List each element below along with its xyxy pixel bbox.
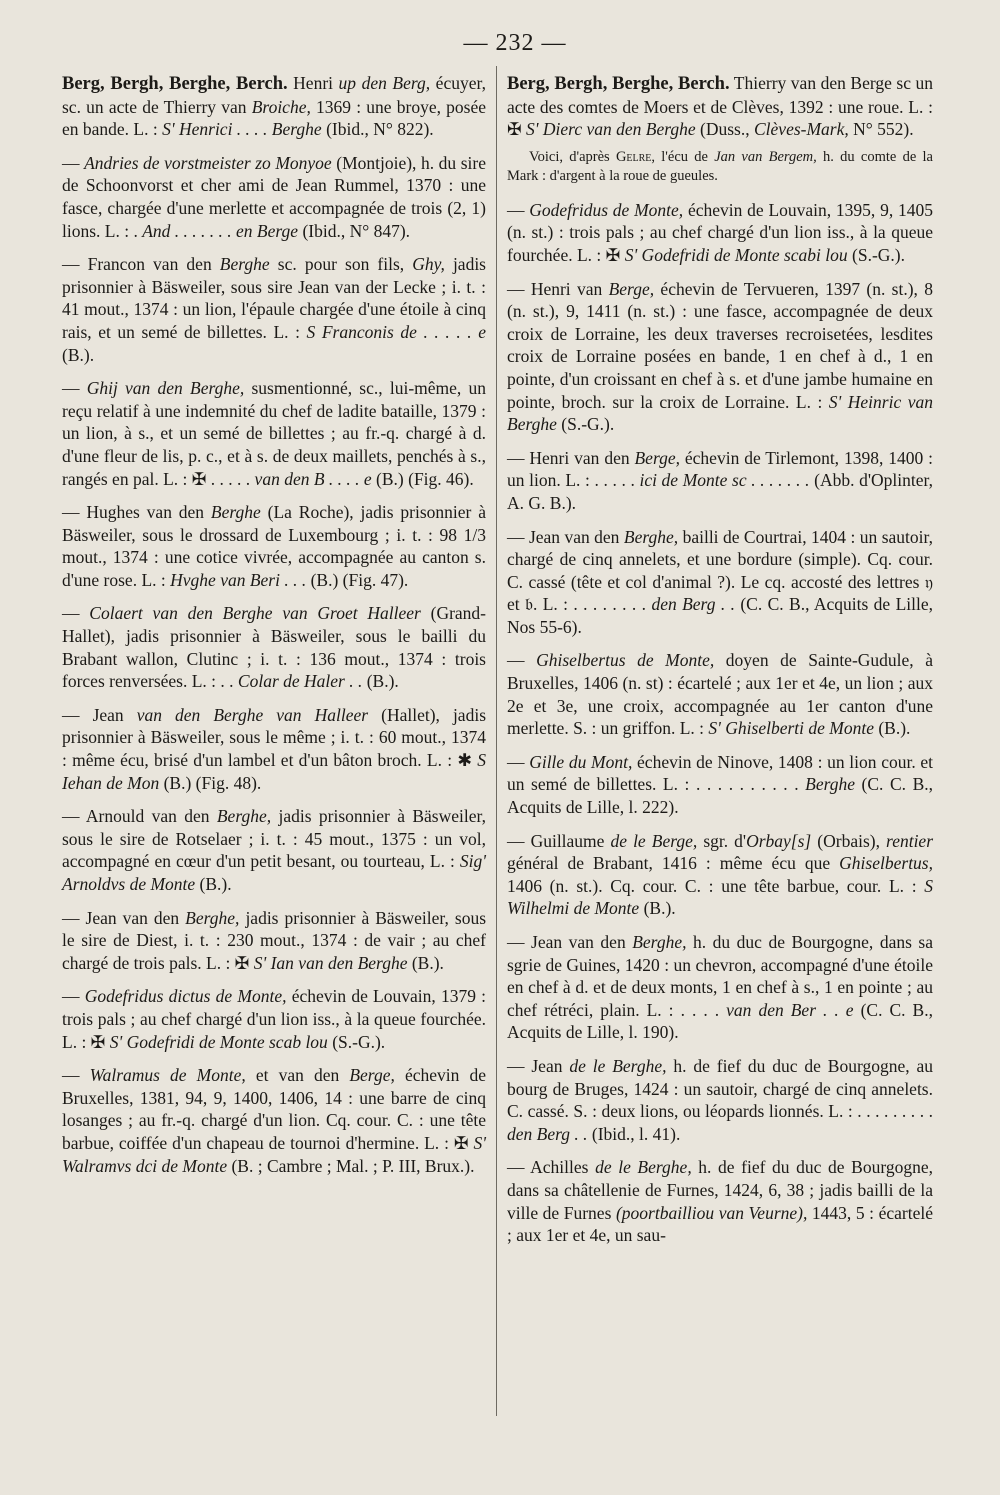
- italic-text: Godefridus dictus de Monte,: [84, 986, 287, 1007]
- entry-text: bailli de Courtrai, 1404 : un sautoir, chargé de cinq annelets, et une bordure (simple). Cq. cour. C. cassé (tête et col d'animal ?). Le cq. accosté des lettres 𝔶 et 𝔟. L. : . . . . . . . .: [507, 526, 934, 615]
- entry-text: écuyer, sc. un acte de Thierry van: [62, 73, 486, 117]
- entry-text: N° 552).: [848, 119, 914, 140]
- entry-text: —: [62, 502, 87, 523]
- entry: [507, 526, 933, 639]
- entry: [62, 602, 486, 692]
- entry-text: doyen de Sainte-Gudule, à Bruxelles, 1406 (n. st) : écartelé ; aux 1er et 4e, un lion ; aux 2e et 3e, une croix, accompagnée au 1er canton d'une merlette. S. : un griffon. L. :: [507, 650, 933, 739]
- entry: [507, 751, 933, 819]
- entry-text: —: [507, 526, 529, 547]
- entry: [62, 1064, 486, 1177]
- entry: [62, 805, 486, 895]
- entry-text: jadis prisonnier à Bäsweiler, sous le sire de Diest, i. t. : 230 mout., 1374 : de vair ; au chef chargé de trois pals. L. : ✠: [62, 907, 487, 973]
- italic-text: S' Godefridi de Monte scab lou: [109, 1031, 328, 1052]
- entry-text: échevin de Tervueren, 1397 (n. st.), 8 (n. st.), 9, 1411 (n. st.) : une fasce, accompagnée de deux croix de Lorraine, les deux traverses recroisetées, lesdites croix de Lorraine posées en bande, 1 en chef à d., 1 en pointe, d'un croissant en chef à s. et d'une jambe humaine en pointe, broch. sur la croix de Lorraine. L. :: [507, 278, 933, 412]
- entry: [507, 1156, 933, 1246]
- entry-text: (B. ; Cambre ; Mal. ; P. III, Brux.).: [227, 1155, 475, 1176]
- entry: [62, 985, 486, 1053]
- entry-text: (B.).: [873, 718, 911, 739]
- italic-text: de le Berghe,: [595, 1157, 692, 1178]
- entry-text: Gelre: [615, 148, 652, 165]
- entry-text: Thierry van den Berge sc un acte des comtes de Moers et de Clèves, 1392 : une roue. L. : ✠: [507, 73, 933, 140]
- italic-text: Clèves-Mark,: [754, 119, 849, 140]
- entry-text: (B.).: [639, 898, 676, 919]
- entry-text: (Duss.,: [695, 119, 754, 140]
- italic-text: Berghe: [210, 502, 261, 523]
- entry-text: jadis prisonnier à Bäsweiler, sous le sire de Rotselaer ; i. t. : 45 mout., 1375 : un vol, accompagné en cœur d'un petit besant, ou tourteau, L. :: [62, 806, 486, 872]
- italic-text: Godefridus de Monte,: [529, 199, 684, 220]
- italic-text: S' Ghiselberti de Monte: [708, 718, 874, 739]
- footnote: [507, 148, 933, 186]
- italic-text: S Iehan de Mon: [62, 750, 486, 793]
- italic-text: Gille du Mont,: [529, 751, 633, 772]
- entry-text: sc. pour son fils,: [269, 254, 413, 275]
- entry: [507, 278, 933, 436]
- entry-text: et van den: [245, 1065, 350, 1086]
- italic-text: Orbay[s]: [746, 830, 812, 851]
- italic-text: van den Ber . . e: [726, 999, 854, 1020]
- entry-text: (C. C. B., Acquits de Lille, l. 222).: [507, 774, 933, 818]
- entry: [62, 704, 486, 794]
- italic-text: S' Ian van den Berghe: [253, 952, 408, 973]
- italic-text: And . . . . . . . en Berge: [142, 220, 299, 241]
- entry-text: —: [507, 932, 532, 952]
- entry-heading: Berg, Bergh, Berghe, Berch.: [62, 74, 288, 94]
- entry-text: jadis prisonnier à Bäsweiler, sous sire Jean van der Lecke ; i. t. : 41 mout., 1374 : un lion, l'épaule chargée d'une étoile à cinq rais, et un semé de billettes. L. :: [62, 254, 486, 342]
- entry-text: (B.) (Fig. 48).: [159, 772, 262, 793]
- entry-text: Henri van den: [529, 447, 635, 468]
- entry-text: Jean van den: [531, 932, 633, 952]
- entry-text: échevin de Louvain, 1379 : trois pals ; au chef chargé d'un lion iss., à la queue fourchée. L. : ✠: [62, 986, 487, 1052]
- entry-text: —: [62, 806, 86, 827]
- entry-text: Jean van den: [528, 526, 624, 547]
- italic-text: Berge,: [608, 278, 655, 299]
- entry: [62, 72, 486, 141]
- entry-text: (S.-G.).: [847, 244, 905, 265]
- italic-text: Sig' Arnoldvs de Monte: [62, 851, 486, 894]
- italic-text: Broiche,: [251, 96, 311, 117]
- entry: [62, 907, 486, 975]
- column-divider: [496, 66, 497, 1416]
- entry-text: —: [507, 447, 530, 468]
- italic-text: Berghe,: [216, 806, 272, 827]
- italic-text: rentier: [886, 830, 934, 851]
- entry-text: (Ibid., l. 41).: [587, 1123, 681, 1144]
- entry-text: Jean: [531, 1055, 570, 1076]
- entry: [507, 199, 933, 267]
- entry-text: Francon van den: [87, 254, 220, 275]
- italic-text: Berghe: [219, 254, 270, 275]
- italic-text: S' Godefridi de Monte scabi lou: [624, 244, 848, 265]
- entry: [62, 377, 486, 490]
- italic-text: Ghij van den Berghe,: [86, 378, 245, 399]
- entry-heading: Berg, Bergh, Berghe, Berch.: [507, 74, 730, 94]
- entry-text: (Ibid., N° 847).: [298, 220, 411, 241]
- italic-text: Ghiselbertus,: [839, 853, 933, 874]
- page-number: — 232 —: [463, 30, 567, 56]
- italic-text: Colar de Haler . .: [237, 671, 363, 692]
- entry-text: —: [62, 986, 85, 1007]
- entry-text: h. du duc de Bourgogne, dans sa sgrie de Guines, 1420 : un chevron, accompagné d'une étoile en chef à d. et de deux monts, 1 en chef à s., 1 en pointe ; au chef rétréci, plain. L. : . . . .: [507, 932, 933, 1020]
- italic-text: van den Berghe van Halleer: [136, 704, 369, 725]
- entry-text: (B.) (Fig. 47).: [306, 569, 409, 590]
- entry-text: Voici, d'après: [529, 148, 616, 165]
- entry-text: h. du comte de la Mark : d'argent à la roue de gueules.: [507, 148, 933, 184]
- italic-text: den Berg . .: [507, 1123, 588, 1144]
- entry-text: Guillaume: [530, 830, 611, 851]
- entry-text: Jean: [92, 704, 137, 725]
- entry-text: 1443, 5 : écartelé ; aux 1er et 4e, un sau-: [507, 1202, 933, 1246]
- entry: [62, 501, 486, 591]
- entry: [507, 830, 933, 920]
- italic-text: S Wilhelmi de Monte: [507, 875, 933, 919]
- entry-text: (B.).: [407, 952, 444, 973]
- italic-text: Andries de vorstmeister zo Monyoe: [84, 152, 332, 173]
- entry-text: h. de fief du duc de Bourgogne, au bourg de Bruges, 1424 : un sautoir, chargé de cinq annelets. C. cassé. S. : deux lions, ou léopards lionnés. L. : . . . . . . . . .: [507, 1055, 933, 1122]
- entry: [62, 152, 486, 242]
- entry-text: échevin de Bruxelles, 1381, 94, 9, 1400, 1406, 14 : une barre de cinq losanges ; au fr.-q. chargé d'un lion. Cq. cour. C. : une tête barbue, coiffée d'un chapeau de tournoi d'hermine. L. : ✠: [62, 1065, 486, 1153]
- entry-text: —: [62, 152, 85, 173]
- entry: [62, 253, 486, 366]
- entry-text: général de Brabant, 1416 : même écu que: [507, 853, 840, 874]
- entry-text: (Hallet), jadis prisonnier à Bäsweiler, sous le même ; i. t. : 60 mout., 1374 : même écu, brisé d'un lambel et d'un bâton broch. L. : ✱: [62, 704, 487, 771]
- italic-text: Ghy,: [412, 254, 445, 275]
- entry-text: —: [507, 751, 530, 772]
- entry: [507, 72, 933, 141]
- entry-text: Henri van: [530, 278, 609, 299]
- italic-text: de le Berghe,: [569, 1055, 667, 1076]
- entry: [507, 447, 933, 515]
- entry-text: Achilles: [530, 1157, 596, 1178]
- italic-text: Berge,: [634, 447, 680, 468]
- entry-text: sgr. d': [697, 830, 747, 851]
- entry-text: —: [62, 704, 93, 725]
- italic-text: up den Berg,: [338, 73, 431, 93]
- entry-text: —: [62, 1065, 90, 1086]
- italic-text: S' Henrici . . . . Berghe: [162, 119, 322, 140]
- entry-text: Arnould van den: [85, 806, 217, 827]
- entry-text: susmentionné, sc., lui-même, un reçu relatif à une indemnité du chef de ladite bataille, 1379 : un lion, à s., et un semé de billettes ; au fr.-q. chargé à d. d'une fleur de lis, p. c., et à s. de deux maillets, penchés à s., rangés en pal. L. : ✠ . . . . .: [62, 378, 486, 489]
- left-column: [62, 72, 486, 1188]
- right-column: [507, 72, 933, 1258]
- entry: [507, 1055, 933, 1145]
- italic-text: Berghe: [805, 774, 856, 795]
- entry-text: —: [507, 1157, 531, 1178]
- italic-text: den Berg . .: [651, 594, 735, 615]
- entry-text: (B.) (Fig. 46).: [371, 468, 474, 489]
- entry-text: (C. C. B., Acquits de Lille, Nos 55-6).: [507, 594, 933, 637]
- entry-text: —: [507, 830, 531, 851]
- entry-text: Jean van den: [85, 907, 186, 928]
- entry-text: —: [507, 650, 537, 671]
- entry-text: , l'écu de: [651, 148, 715, 165]
- italic-text: Colaert van den Berghe van Groet Halleer: [89, 603, 421, 624]
- entry-text: 1369 : une broye, posée en bande. L. :: [62, 96, 486, 140]
- italic-text: Jan van Bergem,: [714, 148, 817, 165]
- entry: [507, 649, 933, 739]
- entry-text: (Montjoie), h. du sire de Schoonvorst et cher ami de Jean Rummel, 1370 : une fasce, chargée d'une merlette et accompagnée de trois (2, 1) lions. L. : .: [62, 152, 486, 241]
- entry-text: 1406 (n. st.). Cq. cour. C. : une tête barbue, cour. L. :: [507, 875, 925, 896]
- entry-text: —: [62, 378, 87, 399]
- italic-text: Berghe,: [623, 526, 679, 547]
- entry-text: (S.-G.).: [556, 414, 615, 435]
- entry-text: —: [62, 254, 88, 275]
- italic-text: Walramus de Monte,: [89, 1065, 246, 1086]
- italic-text: de le Berge,: [610, 830, 698, 851]
- italic-text: S' Dierc van den Berghe: [526, 119, 696, 140]
- entry-text: —: [507, 278, 531, 299]
- entry-text: Hughes van den: [86, 502, 211, 523]
- italic-text: Berghe,: [185, 907, 240, 928]
- italic-text: Hvghe van Beri . . .: [170, 569, 307, 590]
- entry-text: échevin de Tirlemont, 1398, 1400 : un lion. L. : . . . . .: [507, 447, 933, 491]
- italic-text: S' Walramvs dci de Monte: [62, 1132, 486, 1176]
- entry-text: (Grand-Hallet), jadis prisonnier à Bäsweiler, sous le bailli du Brabant wallon, Clutinc ; i. t. : 136 mout., 1374 : trois forces renversées. L. : . .: [62, 603, 487, 692]
- entry: [507, 931, 933, 1044]
- italic-text: (poortbailliou van Veurne),: [615, 1202, 808, 1223]
- entry-text: Henri: [287, 73, 339, 93]
- entry-text: échevin de Louvain, 1395, 9, 1405 (n. st.) : trois pals ; au chef chargé d'un lion iss., à la queue fourchée. L. : ✠: [507, 199, 933, 265]
- entry-text: (La Roche), jadis prisonnier à Bäsweiler, sous le drossard de Luxembourg ; i. t. : 98 1/3 mout., 1374 : une cotice vivrée, accompagnée au canton s. d'une rose. L. :: [62, 502, 486, 590]
- italic-text: Berghe,: [632, 932, 687, 952]
- italic-text: S' Heinric van Berghe: [507, 391, 933, 435]
- entry-text: (S.-G.).: [327, 1031, 386, 1052]
- entry-text: (Ibid., N° 822).: [321, 119, 434, 140]
- entry-text: (B.).: [195, 874, 232, 894]
- entry-text: échevin de Ninove, 1408 : un lion cour. et un semé de billettes. L. : . . . . . . . . . .: [507, 751, 934, 795]
- entry-text: (Orbais),: [811, 830, 887, 851]
- italic-text: Berge,: [349, 1065, 395, 1086]
- italic-text: S Franconis de . . . . . e: [306, 321, 486, 342]
- entry-text: (B.).: [62, 344, 95, 365]
- entry-text: (Abb. d'Oplinter, A. G. B.).: [507, 470, 933, 513]
- italic-text: van den B . . . . e: [254, 468, 372, 489]
- entry-text: —: [62, 603, 90, 624]
- entry-text: —: [62, 907, 86, 928]
- entry-text: h. de fief du duc de Bourgogne, dans sa châtellenie de Furnes, 1424, 6, 38 ; jadis bailli de la ville de Furnes: [507, 1157, 933, 1223]
- entry-text: —: [507, 199, 530, 220]
- entry-text: —: [507, 1055, 532, 1076]
- entry-text: (B.).: [362, 671, 399, 692]
- italic-text: ici de Monte sc . . . . . . .: [639, 470, 810, 491]
- italic-text: Ghiselbertus de Monte,: [536, 650, 715, 671]
- entry-text: (C. C. B., Acquits de Lille, l. 190).: [507, 999, 933, 1043]
